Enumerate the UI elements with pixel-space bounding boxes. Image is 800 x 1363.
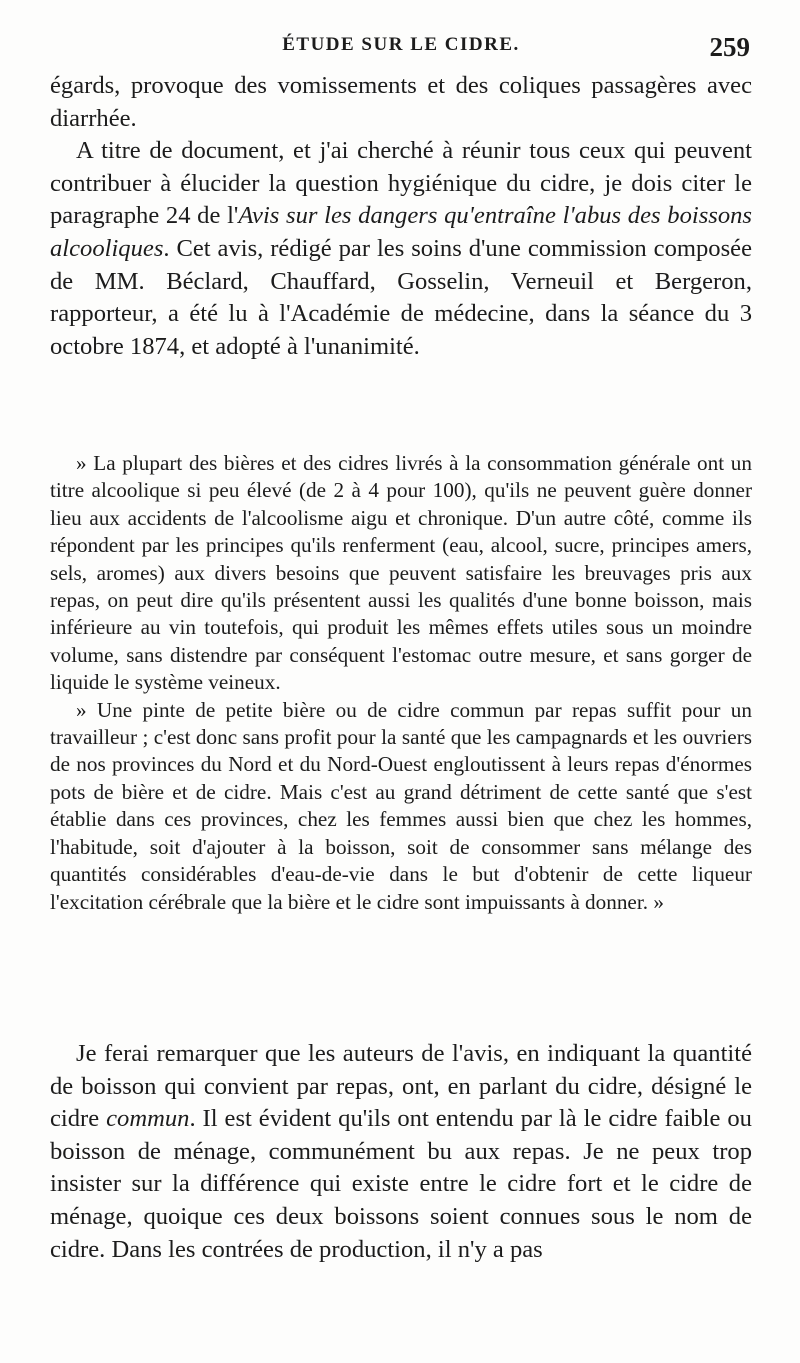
paragraph-text: A titre de document, et j'ai cherché à réunir tous ceux qui peuvent contribuer à élucider la question hygiénique du cidre, je dois citer le paragraphe 24 de l' xyxy=(50,137,752,230)
paragraph-text: Je ferai remarquer que les auteurs de l'avis, en indiquant la quantité de boisson qui convient par repas, ont, en parlant du cidre, désigné le cidre xyxy=(50,1040,752,1133)
paragraph-remark xyxy=(50,1038,752,1266)
quotation-paragraph-2 xyxy=(50,697,752,916)
paragraph-avis-introduction xyxy=(50,135,752,363)
running-title: ÉTUDE SUR LE CIDRE. xyxy=(282,34,520,55)
quotation-text: » La plupart des bières et des cidres livrés à la consommation générale ont un titre alcoolique si peu élevé (de 2 à 4 pour 100), qu'ils ne peuvent guère donner lieu aux accidents de l'alcoolisme aigu et chronique. D'un autre côté, comme ils répondent par les principes qu'ils renferment (eau, alcool, sucre, principes amers, sels, aromes) aux divers besoins que peuvent satisfaire les breuvages pris aux repas, on peut dire qu'ils présentent aussi les qualités d'une bonne boisson, mais inférieure au vin toutefois, qui produit les mêmes effets utiles sous un moindre volume, sans distendre par conséquent l'estomac outre mesure, et sans gorger de liquide le système veineux. xyxy=(50,451,752,695)
avis-title-italic: Avis sur les dangers qu'entraîne l'abus des boissons alcooliques xyxy=(50,202,753,262)
paragraph-continuation xyxy=(50,70,752,135)
quotation-block xyxy=(50,450,752,916)
quotation-paragraph-1 xyxy=(50,450,752,697)
paragraph-text: égards, provoque des vomissements et des coliques passagères avec diarrhée. xyxy=(50,72,752,132)
page-number: 259 xyxy=(709,32,750,62)
paragraph-text: . Il est évident qu'ils ont entendu par là le cidre faible ou boisson de ménage, communément bu aux repas. Je ne peux trop insister sur la différence qui existe entre le cidre fort et le cidre de ménage, quoique ces deux boissons soient connues sous le nom de cidre. Dans les contrées de production, il n'y a pas xyxy=(50,1105,752,1263)
main-text-top xyxy=(50,70,752,363)
paragraph-text: . Cet avis, rédigé par les soins d'une commission composée de MM. Béclard, Chauffard, Gosselin, Verneuil et Bergeron, rapporteur, a été lu à l'Académie de médecine, dans la séance du 3 octobre 1874, et adopté à l'unanimité. xyxy=(50,234,752,360)
quotation-text: » Une pinte de petite bière ou de cidre commun par repas suffit pour un travailleur ; c'est donc sans profit pour la santé que les campagnards et les ouvriers de nos provinces du Nord et du Nord-Ouest engloutissent à leurs repas d'énormes pots de bière et de cidre. Mais c'est au grand détriment de cette santé que s'est établie dans ces provinces, chez les femmes aussi bien que chez les hommes, l'habitude, soit d'ajouter à la boisson, soit de consommer sans mélange des quantités considérables d'eau-de-vie dans le but d'obtenir de cette liqueur l'excitation cérébrale que la bière et le cidre sont impuissants à donner. » xyxy=(50,697,752,914)
running-head xyxy=(50,32,752,66)
cidre-commun-italic: commun xyxy=(106,1105,190,1133)
main-text-bottom xyxy=(50,1038,752,1266)
